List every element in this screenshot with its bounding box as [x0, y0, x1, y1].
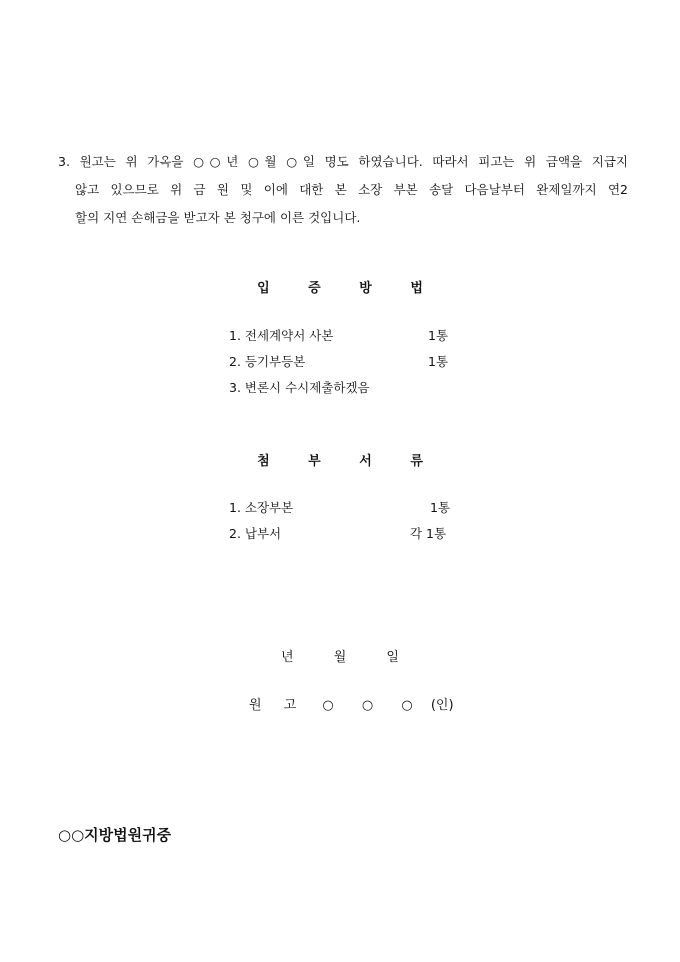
date-month: 월 — [333, 650, 347, 665]
paragraph-line-1: 3. 원고는 위 가옥을 ○○년 ○월 ○일 명도 하였습니다. 따라서 피고는 위 금액을 지급지 — [58, 154, 628, 169]
evidence-item-label: 1. 전세계약서 사본 — [229, 328, 334, 343]
date-day: 일 — [386, 650, 399, 665]
attachments-list — [229, 495, 451, 547]
evidence-item — [229, 323, 449, 349]
attachments-heading-char-4: 류 — [410, 454, 423, 469]
evidence-item-label: 2. 등기부등본 — [229, 354, 306, 369]
plaintiff-label-1: 원 — [249, 698, 262, 713]
court-addressee: ○○지방법원귀중 — [58, 826, 172, 844]
evidence-heading-char-1: 입 — [257, 281, 270, 296]
evidence-item-qty: 1통 — [428, 328, 449, 343]
plaintiff-name-mark-1: ○ — [322, 698, 334, 713]
attachments-heading — [0, 450, 680, 469]
attachment-item — [229, 495, 451, 521]
evidence-heading — [0, 277, 680, 296]
attachment-item — [229, 521, 447, 547]
attachment-item-label: 2. 납부서 — [229, 526, 282, 541]
attachment-item-qty: 각 1통 — [410, 526, 447, 541]
evidence-item-qty: 1통 — [428, 354, 449, 369]
evidence-heading-char-4: 법 — [410, 281, 423, 296]
evidence-item-label: 3. 변론시 수시제출하겠음 — [229, 380, 370, 395]
attachment-item-qty: 1통 — [430, 500, 451, 515]
evidence-list — [229, 323, 449, 401]
attachment-item-label: 1. 소장부본 — [229, 500, 294, 515]
plaintiff-signature-line — [249, 694, 454, 713]
attachments-heading-char-3: 서 — [359, 454, 372, 469]
plaintiff-seal: (인) — [430, 698, 454, 713]
attachments-heading-char-2: 부 — [308, 454, 321, 469]
paragraph-line-2: 않고 있으므로 위 금 원 및 이에 대한 본 소장 부본 송달 다음날부터 완제일까지 연2 — [75, 182, 628, 197]
evidence-heading-char-2: 증 — [308, 281, 321, 296]
claim-paragraph — [58, 148, 628, 232]
evidence-heading-char-3: 방 — [359, 281, 372, 296]
attachments-heading-char-1: 첨 — [257, 454, 270, 469]
plaintiff-name-mark-2: ○ — [361, 698, 374, 713]
evidence-item — [229, 375, 370, 401]
plaintiff-name-mark-3: ○ — [401, 698, 413, 713]
plaintiff-label-2: 고 — [283, 698, 297, 713]
date-year: 년 — [281, 650, 294, 665]
paragraph-line-3: 할의 지연 손해금을 받고자 본 청구에 이른 것입니다. — [75, 210, 361, 225]
evidence-item — [229, 349, 449, 375]
date-line — [0, 646, 680, 665]
